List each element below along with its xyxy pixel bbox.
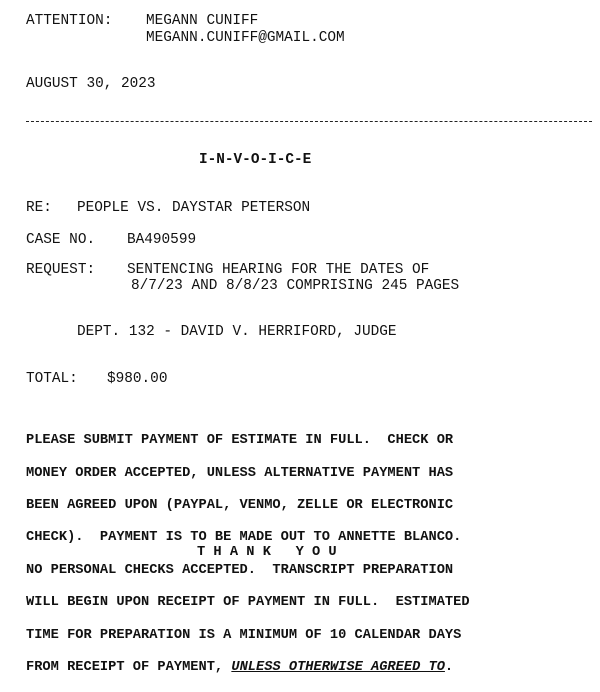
thank-you: T H A N K Y O U (197, 545, 337, 560)
payment-notice-line-8-suffix: . (444, 660, 454, 676)
attention-label: ATTENTION: (26, 13, 113, 29)
case-label: CASE NO. (26, 232, 96, 248)
payment-notice-line (26, 660, 586, 676)
re-value: PEOPLE VS. DAYSTAR PETERSON (77, 200, 311, 216)
attention-name: MEGANN CUNIFF (146, 13, 259, 29)
attention-email: MEGANN.CUNIFF@GMAIL.COM (146, 30, 345, 46)
payment-notice-line: CHECK). PAYMENT IS TO BE MADE OUT TO ANNETTE BLANCO. (26, 530, 462, 546)
invoice-date: AUGUST 30, 2023 (26, 76, 156, 92)
unless-agreed-emphasis: UNLESS OTHERWISE AGREED TO (231, 660, 445, 676)
request-label: REQUEST: (26, 262, 96, 278)
payment-notice-line: BEEN AGREED UPON (PAYPAL, VENMO, ZELLE OR ELECTRONIC (26, 498, 454, 514)
invoice-title: I-N-V-O-I-C-E (199, 152, 312, 168)
total-label: TOTAL: (26, 371, 78, 387)
payment-notice-line: PLEASE SUBMIT PAYMENT OF ESTIMATE IN FULL. CHECK OR (26, 433, 454, 449)
payment-notice-line-8-prefix: FROM RECEIPT OF PAYMENT, (26, 660, 232, 676)
payment-notice-line: MONEY ORDER ACCEPTED, UNLESS ALTERNATIVE PAYMENT HAS (26, 465, 454, 481)
total-amount: $980.00 (107, 371, 168, 387)
request-line-1: SENTENCING HEARING FOR THE DATES OF (127, 262, 430, 278)
dept-judge: DEPT. 132 - DAVID V. HERRIFORD, JUDGE (77, 324, 397, 340)
payment-notice-line: WILL BEGIN UPON RECEIPT OF PAYMENT IN FULL. ESTIMATED (26, 595, 470, 611)
divider-line (26, 121, 592, 122)
request-line-2: 8/7/23 AND 8/8/23 COMPRISING 245 PAGES (131, 278, 460, 294)
payment-notice-line: TIME FOR PREPARATION IS A MINIMUM OF 10 CALENDAR DAYS (26, 627, 462, 643)
payment-notice-line: NO PERSONAL CHECKS ACCEPTED. TRANSCRIPT PREPARATION (26, 562, 454, 578)
re-label: RE: (26, 200, 52, 216)
case-number: BA490599 (127, 232, 197, 248)
